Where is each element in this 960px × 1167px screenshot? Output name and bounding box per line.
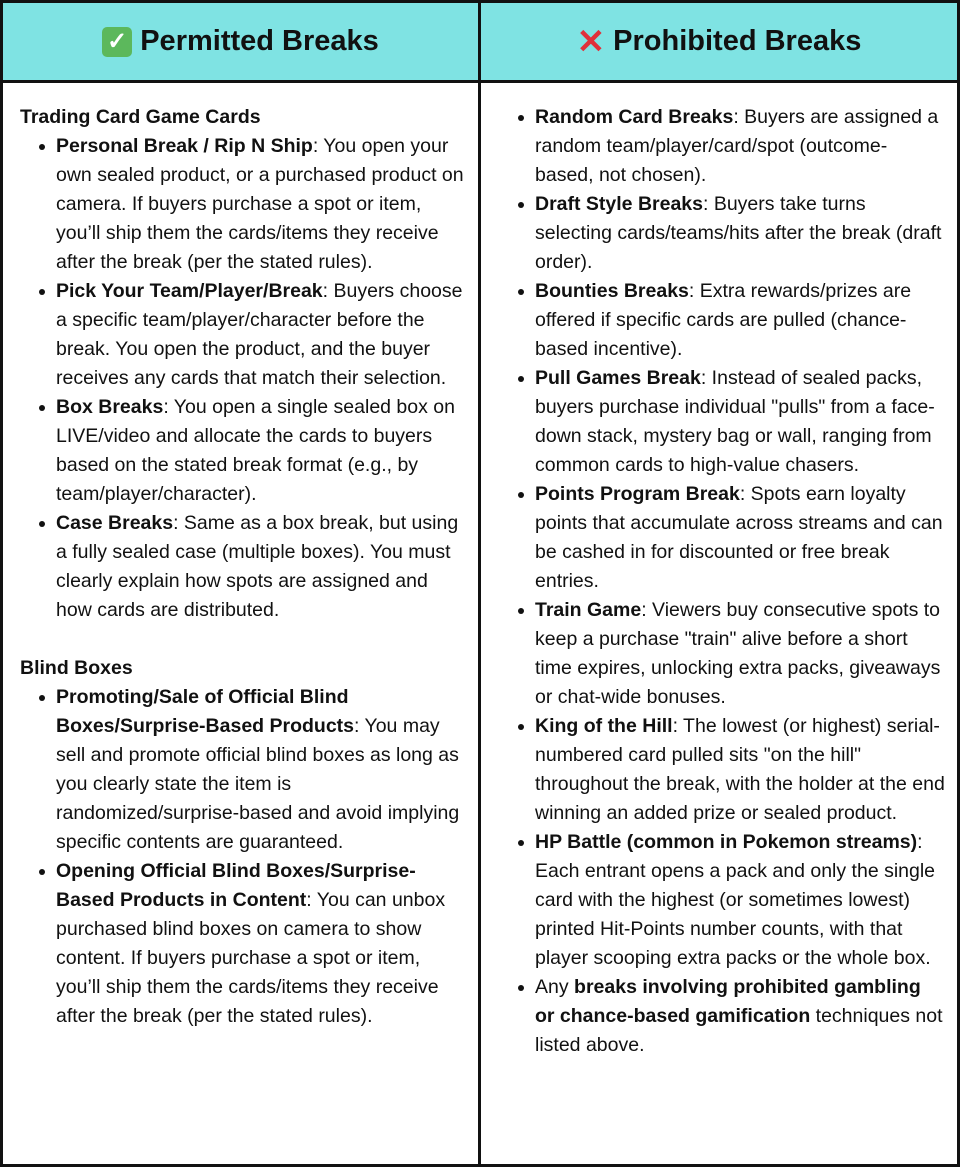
check-mark-button-icon: ✓ <box>102 27 132 57</box>
item-desc: : Same as a box break, but using a fully sealed case (multiple boxes). You must clearly explain how spots are assigned and how cards are distributed. <box>56 512 459 621</box>
item-term: Train Game <box>535 599 642 621</box>
item-desc: : Buyers choose a specific team/player/character before the break. You open the product, and the buyer receives any cards that match their selection. <box>56 280 463 389</box>
section-blind-boxes <box>20 654 466 1031</box>
list-item <box>515 364 945 480</box>
permitted-list-blind-boxes <box>20 683 466 1031</box>
list-item <box>36 509 466 625</box>
item-desc: : Instead of sealed packs, buyers purchase individual "pulls" from a face-down stack, mystery bag or wall, ranging from common cards to high-value chasers. <box>535 367 935 476</box>
list-item <box>515 277 945 364</box>
list-item <box>515 480 945 596</box>
list-item <box>515 712 945 828</box>
prohibited-header-title: Prohibited Breaks <box>613 25 862 57</box>
item-term: Draft Style Breaks <box>535 193 703 215</box>
permitted-header <box>3 3 481 83</box>
cross-mark-icon: ✕ <box>576 22 606 61</box>
list-item <box>515 190 945 277</box>
section-trading-card-game-cards <box>20 103 466 625</box>
list-item <box>515 828 945 973</box>
list-item <box>36 132 466 277</box>
list-item <box>36 857 466 1031</box>
item-term: Personal Break / Rip N Ship <box>56 135 313 157</box>
permitted-list-tcg <box>20 132 466 625</box>
item-term: HP Battle (common in Pokemon streams) <box>535 831 918 853</box>
item-desc: : You can unbox purchased blind boxes on camera to show content. If buyers purchase a spot or item, you’ll ship them the cards/items they receive after the break (per the stated rules). <box>56 889 446 1027</box>
item-desc: : You may sell and promote official blind boxes as long as you clearly state the item is randomized/surprise-based and avoid implying specific contents are guaranteed. <box>56 715 460 853</box>
item-suffix: techniques not listed above. <box>535 1005 943 1056</box>
prohibited-column <box>481 83 957 1164</box>
section-title: Trading Card Game Cards <box>20 106 261 128</box>
item-term: Pick Your Team/Player/Break <box>56 280 323 302</box>
item-prefix: Any <box>535 976 575 998</box>
list-item <box>515 103 945 190</box>
prohibited-header <box>481 3 957 83</box>
permitted-header-title: Permitted Breaks <box>140 25 379 57</box>
item-desc: : Each entrant opens a pack and only the single card with the highest (or sometimes lowest) printed Hit-Points number counts, with that player scooping extra packs or the whole box. <box>535 831 936 969</box>
item-desc: : Viewers buy consecutive spots to keep a purchase "train" alive before a short time expires, unlocking extra packs, giveaways or chat-wide bonuses. <box>535 599 941 708</box>
item-desc: : Buyers take turns selecting cards/teams/hits after the break (draft order). <box>535 193 942 273</box>
item-term: King of the Hill <box>535 715 673 737</box>
item-desc: : You open your own sealed product, or a purchased product on camera. If buyers purchase a spot or item, you’ll ship them the cards/items they receive after the break (per the stated rules). <box>56 135 464 273</box>
item-term: Box Breaks <box>56 396 164 418</box>
item-desc: : Buyers are assigned a random team/player/card/spot (outcome-based, not chosen). <box>535 106 939 186</box>
item-desc: : You open a single sealed box on LIVE/video and allocate the cards to buyers based on the stated break format (e.g., by team/player/character). <box>56 396 455 505</box>
item-term: Case Breaks <box>56 512 174 534</box>
list-item <box>515 596 945 712</box>
list-item <box>36 277 466 393</box>
section-title: Blind Boxes <box>20 657 133 679</box>
item-term: Bounties Breaks <box>535 280 689 302</box>
section-spacer <box>20 625 466 654</box>
item-term: Pull Games Break <box>535 367 701 389</box>
item-desc: : The lowest (or highest) serial-numbered card pulled sits "on the hill" throughout the break, with the holder at the end winning an added prize or sealed product. <box>535 715 945 824</box>
prohibited-list <box>515 103 945 1060</box>
list-item-last <box>515 973 945 1060</box>
permitted-column <box>3 83 481 1164</box>
item-term: breaks involving prohibited gambling or chance-based gamification <box>535 976 921 1027</box>
item-desc: : Extra rewards/prizes are offered if specific cards are pulled (chance-based incentive). <box>535 280 912 360</box>
item-term: Random Card Breaks <box>535 106 734 128</box>
item-term: Promoting/Sale of Official Blind Boxes/Surprise-Based Products <box>56 686 355 737</box>
item-term: Points Program Break <box>535 483 740 505</box>
list-item <box>36 683 466 857</box>
item-desc: : Spots earn loyalty points that accumulate across streams and can be cashed in for discounted or free break entries. <box>535 483 943 592</box>
list-item <box>36 393 466 509</box>
item-term: Opening Official Blind Boxes/Surprise-Based Products in Content <box>56 860 416 911</box>
